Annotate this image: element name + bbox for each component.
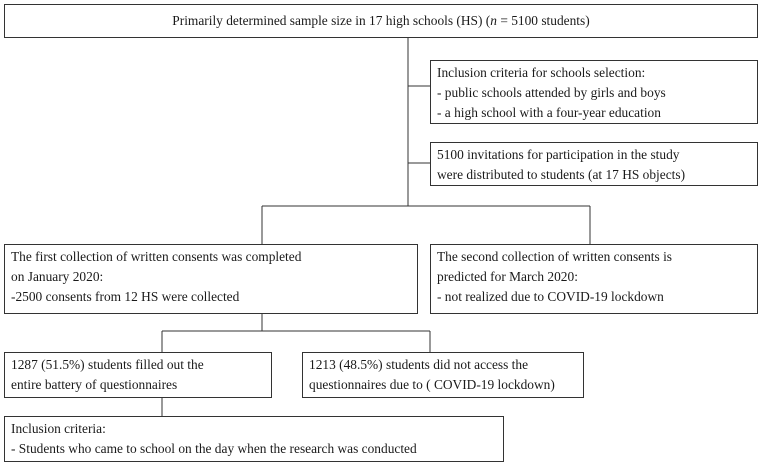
sample-size-prefix: Primarily determined sample size in 17 high schools (HS) (	[172, 13, 491, 28]
inclusion-schools-criterion: - public schools attended by girls and boys	[437, 85, 666, 100]
invitations-box	[430, 142, 758, 186]
second-collection-line: - not realized due to COVID-19 lockdown	[437, 289, 664, 304]
first-collection-line: The first collection of written consents was completed	[11, 249, 302, 264]
sample-size-suffix: = 5100 students)	[496, 13, 590, 28]
invitations-line: 5100 invitations for participation in the study	[437, 147, 680, 162]
filled-out-line: 1287 (51.5%) students filled out the	[11, 357, 204, 372]
inclusion-criteria-students-box	[4, 416, 504, 462]
inclusion-students-title: Inclusion criteria:	[11, 421, 106, 436]
second-collection-line: The second collection of written consents is	[437, 249, 673, 264]
not-accessed-line: 1213 (48.5%) students did not access the	[309, 357, 529, 372]
inclusion-criteria-schools-box	[430, 60, 758, 124]
filled-out-box	[4, 352, 272, 398]
sample-size-n-variable: n	[490, 13, 497, 28]
sample-size-box	[4, 4, 758, 38]
inclusion-students-criterion: - Students who came to school on the day when the research was conducted	[11, 441, 417, 456]
first-collection-box	[4, 244, 418, 314]
inclusion-schools-criterion: - a high school with a four-year education	[437, 105, 661, 120]
second-collection-box	[430, 244, 758, 314]
first-collection-line: -2500 consents from 12 HS were collected	[11, 289, 240, 304]
invitations-line: were distributed to students (at 17 HS objects)	[437, 167, 686, 182]
first-collection-line: on January 2020:	[11, 269, 104, 284]
not-accessed-box	[302, 352, 584, 398]
not-accessed-line: questionnaires due to ( COVID-19 lockdown)	[309, 377, 555, 392]
inclusion-schools-title: Inclusion criteria for schools selection:	[437, 65, 646, 80]
filled-out-line: entire battery of questionnaires	[11, 377, 178, 392]
second-collection-line: predicted for March 2020:	[437, 269, 578, 284]
